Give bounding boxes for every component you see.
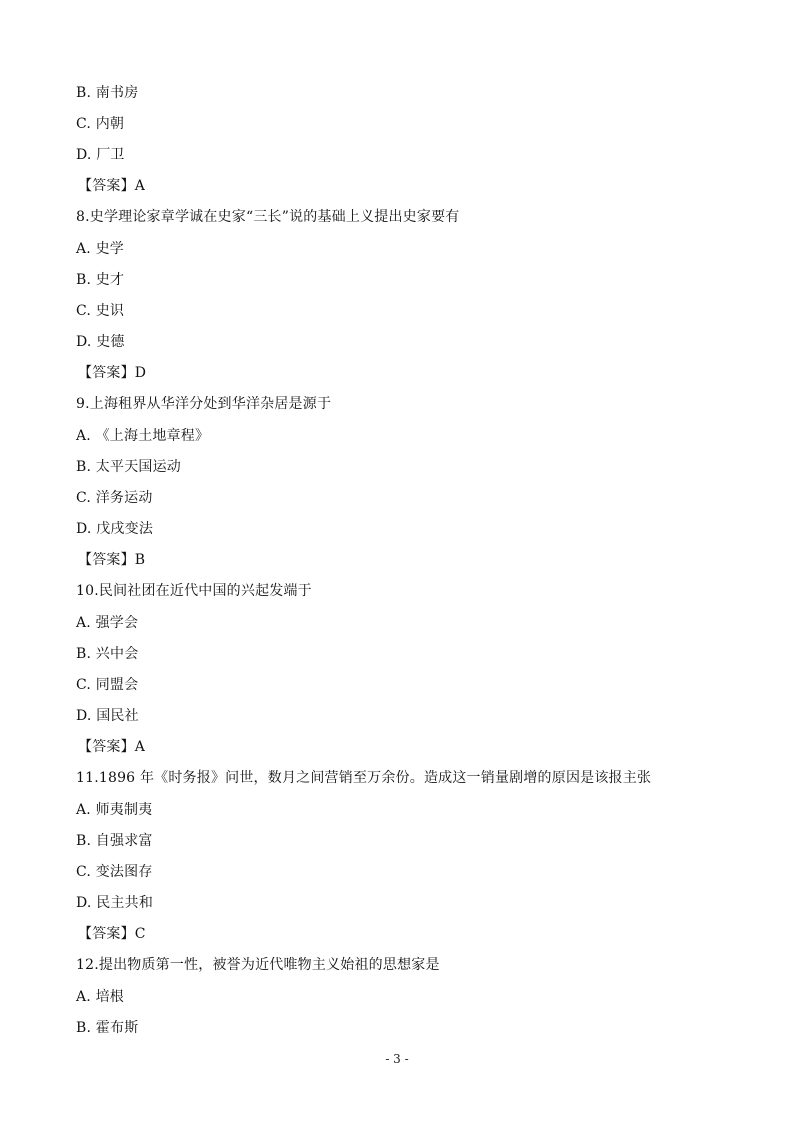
page-number: - 3 - [385,1052,409,1066]
option-a-q11: A. 师夷制夷 [76,802,153,818]
question-12: 12.提出物质第一性，被誉为近代唯物主义始祖的思想家是 [76,957,440,973]
option-b-q12: B. 霍布斯 [76,1020,139,1036]
option-a-q10: A. 强学会 [76,615,139,631]
question-11: 11.1896 年《时务报》问世，数月之间营销至万余份。造成这一销量剧增的原因是该报主张 [76,770,652,786]
answer-q11: 【答案】C [78,926,146,942]
option-a-q9: A. 《上海土地章程》 [76,428,210,444]
option-b-q10: B. 兴中会 [76,646,139,662]
question-9: 9.上海租界从华洋分处到华洋杂居是源于 [76,396,332,412]
option-b-q11: B. 自强求富 [76,833,153,849]
question-10: 10.民间社团在近代中国的兴起发端于 [76,583,312,599]
option-c-q7: C. 内朝 [76,116,125,132]
option-b-q8: B. 史才 [76,272,125,288]
option-b-q9: B. 太平天国运动 [76,459,181,475]
option-c-q10: C. 同盟会 [76,677,139,693]
answer-q8: 【答案】D [78,365,147,381]
answer-q9: 【答案】B [78,552,146,568]
option-d-q9: D. 戊戌变法 [76,521,154,537]
option-c-q11: C. 变法图存 [76,864,153,880]
option-d-q7: D. 厂卫 [76,147,125,163]
answer-q10: 【答案】A [78,739,146,755]
option-c-q9: C. 洋务运动 [76,490,153,506]
answer-q7: 【答案】A [78,178,146,194]
option-a-q8: A. 史学 [76,241,125,257]
option-d-q11: D. 民主共和 [76,895,154,911]
option-a-q12: A. 培根 [76,989,125,1005]
option-d-q8: D. 史德 [76,334,125,350]
option-b-q7: B. 南书房 [76,85,139,101]
option-c-q8: C. 史识 [76,303,125,319]
question-8: 8.史学理论家章学诚在史家“三长”说的基础上义提出史家要有 [76,209,460,225]
option-d-q10: D. 国民社 [76,708,139,724]
